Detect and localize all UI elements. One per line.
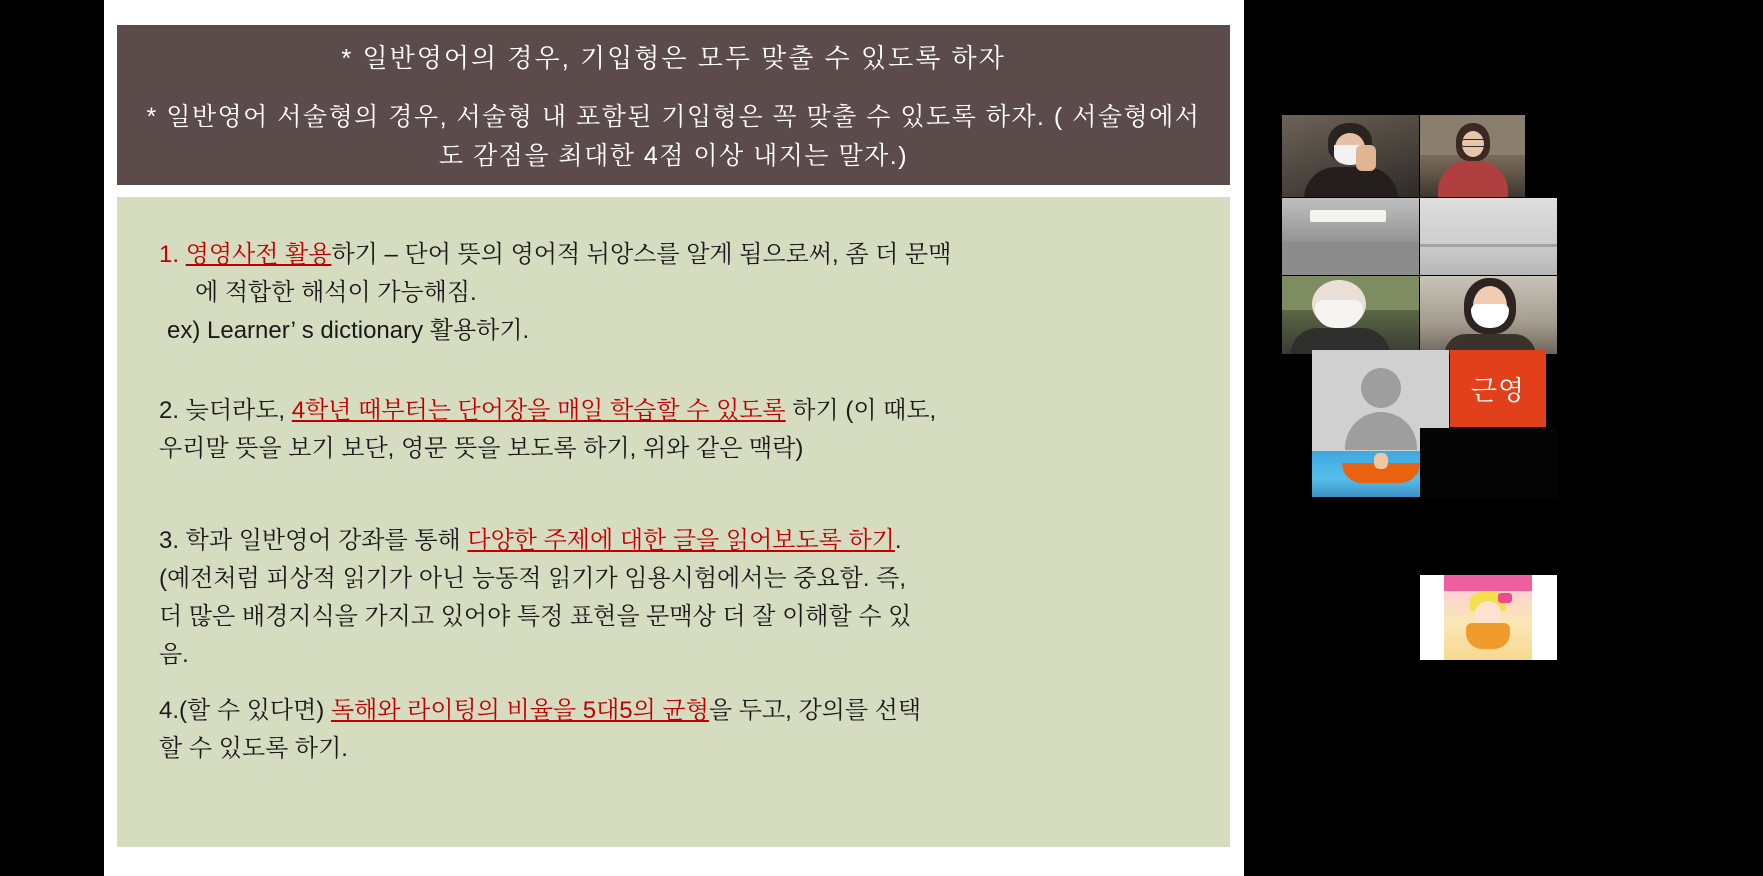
video-tile-4[interactable]	[1420, 198, 1557, 275]
wall-surface	[1282, 242, 1419, 275]
slide-body-box	[117, 197, 1230, 847]
item-3-number: 3. 학과 일반영어 강좌를 통해	[159, 527, 468, 554]
slide-list-item-1	[159, 237, 1188, 349]
item-4-number: 4.(할 수 있다면)	[159, 697, 331, 724]
person-torso	[1438, 161, 1508, 197]
video-tile-8-name-only[interactable]	[1450, 350, 1546, 427]
item-1-continuation: 에 적합한 해석이 가능해짐.	[195, 279, 477, 306]
video-tile-3[interactable]	[1282, 198, 1419, 275]
slide-list-item-3	[159, 523, 1188, 673]
item-3-continuation-3: 음.	[159, 641, 189, 668]
video-tile-2[interactable]	[1420, 115, 1525, 197]
participant-name-badge: 근영	[1470, 376, 1526, 406]
item-3-rest: .	[894, 527, 902, 554]
avatar-icon	[1361, 368, 1401, 408]
slide-list-item-4	[159, 693, 1188, 767]
item-1-example: ex) Learner’ s dictionary 활용하기.	[167, 317, 530, 344]
ceiling-light	[1310, 210, 1386, 222]
item-1-rest: 하기 – 단어 뜻의 영어적 뉘앙스를 알게 됨으로써, 좀 더 문맥	[331, 241, 952, 268]
item-3-highlight: 다양한 주제에 대한 글을 읽어보도록 하기	[467, 527, 895, 554]
item-2-highlight: 4학년 때부터는 단어장을 매일 학습할 수 있도록	[291, 397, 786, 424]
slide-header-line-2: * 일반영어 서술형의 경우, 서술형 내 포함된 기입형은 꼭 맞출 수 있도록 하자. ( 서술형에서도 감점을 최대한 4점 이상 내지는 말자.)	[146, 103, 1201, 170]
video-tile-5[interactable]	[1282, 276, 1419, 354]
photo-person	[1374, 453, 1388, 469]
slide-list-item-2	[159, 393, 1188, 467]
item-4-rest: 을 두고, 강의를 선택	[708, 697, 922, 724]
spacer-1	[159, 355, 1188, 393]
avatar-body	[1345, 412, 1417, 450]
wall-edge	[1420, 244, 1557, 247]
video-tile-1[interactable]	[1282, 115, 1419, 197]
cartoon-face	[1475, 601, 1501, 625]
item-2-continuation: 우리말 뜻을 보기 보단, 영문 뜻을 보도록 하기, 위와 같은 맥락)	[159, 435, 804, 462]
slide-header-line-1: * 일반영어의 경우, 기입형은 모두 맞출 수 있도록 하자	[341, 43, 1006, 73]
cartoon-avatar-image	[1444, 575, 1532, 660]
spacer-3	[159, 679, 1188, 693]
video-tile-10[interactable]	[1420, 575, 1557, 660]
glasses-icon	[1461, 139, 1487, 147]
item-4-highlight: 독해와 라이팅의 비율을 5대5의 균형	[330, 697, 709, 724]
cartoon-dress	[1466, 623, 1510, 649]
face-mask-icon	[1315, 300, 1363, 328]
video-tile-6[interactable]	[1420, 276, 1557, 354]
spacer-2	[159, 473, 1188, 523]
video-tile-9-camera-off[interactable]	[1420, 428, 1557, 498]
shared-screen-slide[interactable]	[104, 0, 1244, 876]
item-1-highlight: 영영사전 활용	[185, 241, 332, 268]
participant-video-panel	[1244, 0, 1763, 876]
person-torso	[1304, 167, 1398, 197]
item-4-continuation: 할 수 있도록 하기.	[159, 735, 348, 762]
item-2-rest: 하기 (이 때도,	[785, 397, 937, 424]
image-top-banner	[1444, 575, 1532, 591]
cartoon-bow-icon	[1498, 593, 1512, 603]
item-3-continuation-2: 더 많은 배경지식을 가지고 있어야 특정 표현을 문맥상 더 잘 이해할 수 있	[159, 603, 912, 630]
slide-canvas	[104, 0, 1244, 876]
slide-header-box	[117, 25, 1230, 185]
item-2-number: 2. 늦더라도,	[159, 397, 292, 424]
person-hand	[1356, 145, 1376, 171]
item-1-number: 1.	[159, 241, 180, 268]
item-3-continuation-1: (예전처럼 피상적 읽기가 아닌 능동적 읽기가 임용시험에서는 중요함. 즉,	[159, 565, 907, 592]
